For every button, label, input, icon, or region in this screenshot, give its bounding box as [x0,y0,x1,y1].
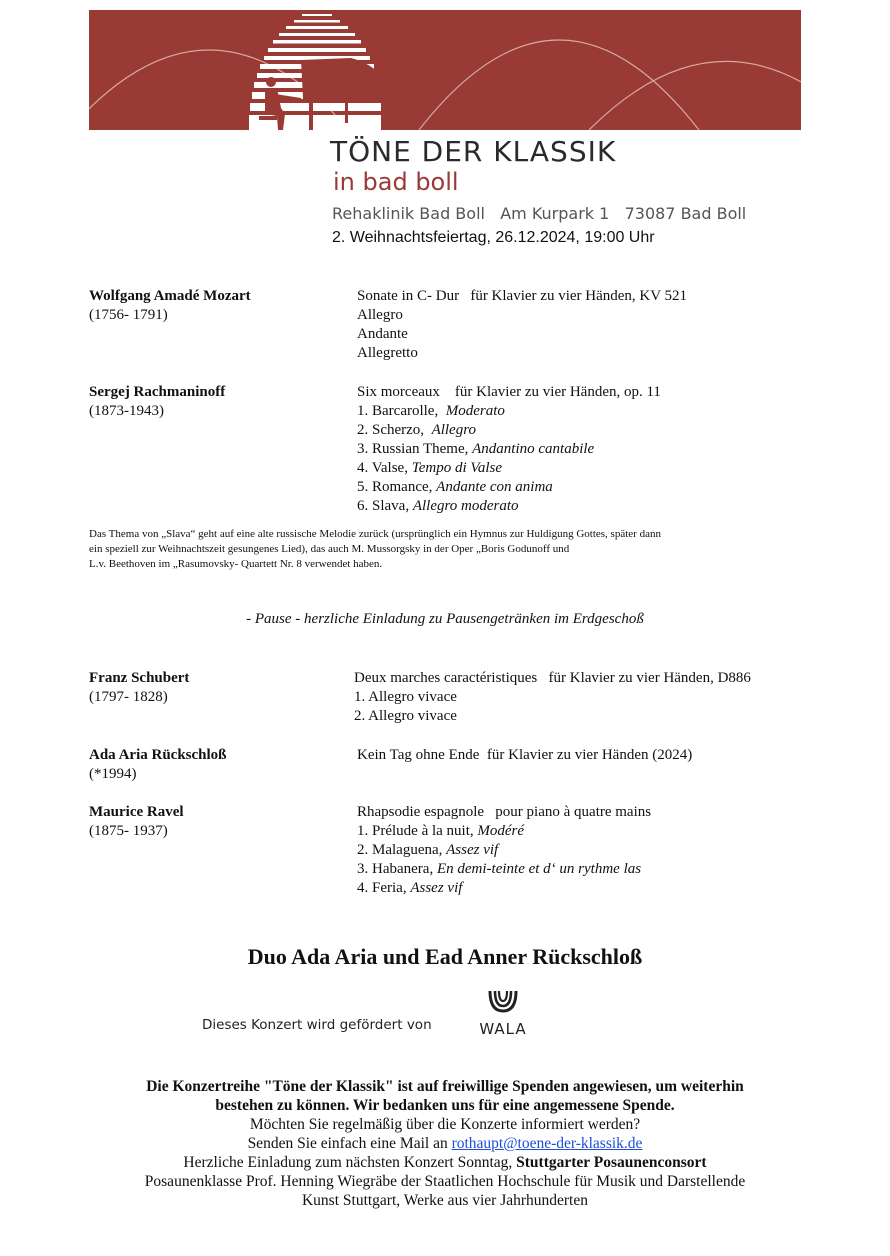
pianist-at-grand-piano-icon [89,10,801,130]
movement-line: Andante [357,326,408,342]
note-line: L.v. Beethoven im „Rasumovsky- Quartett Nr. 8 verwendet haben. [89,558,383,570]
tempo-marking: Moderato [445,403,505,419]
tempo-marking: Assez vif [446,842,499,858]
composer-block [89,287,251,325]
tempo-marking: En demi-teinte et d‘ un rythme las [436,861,642,877]
composer-name: Sergej Rachmaninoff [89,384,226,400]
work-block [357,287,687,363]
work-title: Six morceaux für Klavier zu vier Händen, op. 11 [357,384,661,400]
newsletter-line: Senden Sie einfach eine Mail an rothaupt@toene-der-klassik.de [247,1135,643,1152]
work-block [354,669,751,726]
composer-name: Maurice Ravel [89,804,184,820]
brand-subtitle: in bad boll [333,168,459,196]
donation-thanks: bestehen zu können. Wir bedanken uns für eine angemessene Spende. [215,1097,675,1114]
movement-line: Allegro [357,307,403,323]
movement-line: 2. Malaguena, Assez vif [357,842,499,858]
brand-title: TÖNE DER KLASSIK [330,135,617,168]
header-banner [89,10,801,130]
donation-appeal: Die Konzertreihe "Töne der Klassik" ist auf freiwillige Spenden angewiesen, um weiterhin [146,1078,744,1095]
composer-name: Wolfgang Amadé Mozart [89,288,251,304]
program-note [89,527,804,572]
movement-line: 1. Allegro vivace [354,689,457,705]
movement-line: 3. Russian Theme, Andantino cantabile [357,441,595,457]
note-line: Das Thema von „Slava“ geht auf eine alte russische Melodie zurück (ursprünglich ein Hymnus zur Huldigung Gottes, später dann [89,528,661,540]
venue-address: Rehaklinik Bad Boll Am Kurpark 1 73087 Bad Boll [332,204,747,223]
work-block [357,746,692,765]
work-title: Deux marches caractéristiques für Klavier zu vier Händen, D886 [354,670,751,686]
sponsor-logo [472,985,534,1038]
movement-line: 4. Feria, Assez vif [357,880,463,896]
work-title: Sonate in C- Dur für Klavier zu vier Händen, KV 521 [357,288,688,304]
newsletter-question: Möchten Sie regelmäßig über die Konzerte informiert werden? [249,1116,641,1133]
composer-name: Franz Schubert [89,670,190,686]
email-link[interactable]: rothaupt@toene-der-klassik.de [451,1135,643,1152]
movement-line: 1. Barcarolle, Moderato [357,403,505,419]
intermission-note: - Pause - herzliche Einladung zu Pausengetränken im Erdgeschoß [246,611,644,627]
composer-name: Ada Aria Rückschloß [89,747,227,763]
tempo-marking: Modéré [477,823,525,839]
composer-block [89,669,189,707]
sponsor-logo-label: WALA [479,1020,527,1038]
composer-dates: (*1994) [89,766,137,782]
movement-line: 2. Allegro vivace [354,708,457,724]
sponsor-text: Dieses Konzert wird gefördert von [202,1017,432,1033]
next-concert-details: Kunst Stuttgart, Werke aus vier Jahrhunderten [301,1192,588,1209]
work-block [357,383,661,516]
performers-heading: Duo Ada Aria und Ead Anner Rückschloß [247,944,643,969]
next-concert-line: Herzliche Einladung zum nächsten Konzert Sonntag, Stuttgarter Posaunenconsort [183,1154,707,1171]
movement-line: 5. Romance, Andante con anima [357,479,553,495]
tempo-marking: Andantino cantabile [472,441,595,457]
composer-block [89,746,227,784]
composer-dates: (1873-1943) [89,403,164,419]
tempo-marking: Tempo di Valse [411,460,503,476]
wala-logo-icon [486,985,520,1015]
movement-line: Allegretto [357,345,418,361]
composer-dates: (1756- 1791) [89,307,168,323]
movement-line: 4. Valse, Tempo di Valse [357,460,503,476]
concert-date: 2. Weihnachtsfeiertag, 26.12.2024, 19:00 Uhr [332,229,655,246]
tempo-marking: Andante con anima [436,479,553,495]
movement-line: 2. Scherzo, Allegro [357,422,476,438]
work-title: Kein Tag ohne Ende für Klavier zu vier Händen (2024) [357,747,693,763]
movement-line: 6. Slava, Allegro moderato [357,498,519,514]
composer-dates: (1797- 1828) [89,689,168,705]
work-title: Rhapsodie espagnole pour piano à quatre mains [357,804,652,820]
composer-block [89,383,225,421]
tempo-marking: Allegro [431,422,476,438]
movement-line: 1. Prélude à la nuit, Modéré [357,823,525,839]
composer-dates: (1875- 1937) [89,823,168,839]
footer [0,1077,890,1210]
work-block [357,803,651,898]
note-line: ein speziell zur Weihnachtszeit gesungenes Lied), das auch M. Mussorgsky in der Oper „Boris Godunoff und [89,543,570,555]
movement-line: 3. Habanera, En demi-teinte et d‘ un rythme las [357,861,642,877]
tempo-marking: Assez vif [410,880,463,896]
next-concert-details: Posaunenklasse Prof. Henning Wiegräbe der Staatlichen Hochschule für Musik und Darstellende [144,1173,746,1190]
tempo-marking: Allegro moderato [412,498,519,514]
next-concert-name: Stuttgarter Posaunenconsort [516,1154,707,1171]
composer-block [89,803,184,841]
